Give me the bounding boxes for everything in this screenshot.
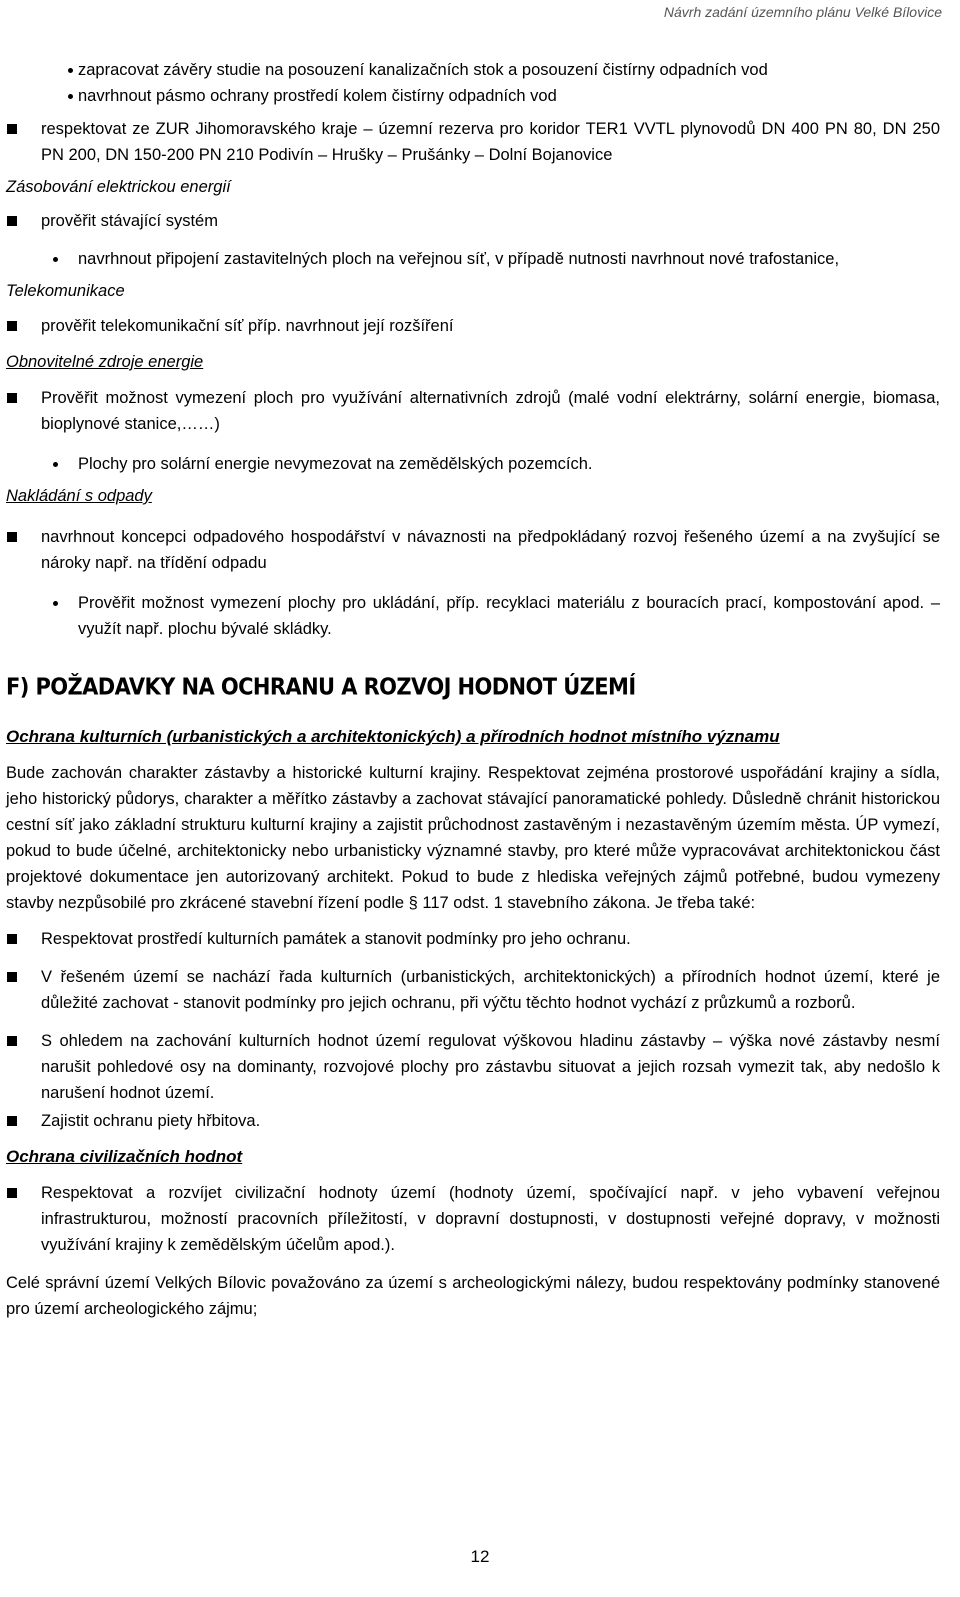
list-item: S ohledem na zachování kulturních hodnot území regulovat výškovou hladinu zástavby – výška nové zástavby nesmí narušit pohledové osy na dominanty, rozvojové plochy pro zástavbu situovat a jejich rozsah vymezit tak, aby nedošlo k narušení hodnot území. — [6, 1028, 940, 1106]
list-item: Zajistit ochranu piety hřbitova. — [6, 1108, 940, 1134]
list-item: Respektovat a rozvíjet civilizační hodnoty území (hodnoty území, spočívající např. v jeho vybavení veřejnou infrastrukturou, možností pracovních příležitostí, v dopravní dostupnosti, v dostupnosti veřejné dopravy, v možnosti využívání krajiny k zemědělským účelům apod.). — [6, 1180, 940, 1258]
subsection-title: Nakládání s odpady — [6, 487, 152, 505]
list-item: zapracovat závěry studie na posouzení kanalizačních stok a posouzení čistírny odpadních vod — [6, 57, 940, 83]
list-item: navrhnout koncepci odpadového hospodářství v návaznosti na předpokládaný rozvoj řešeného území a na zvyšující se nároky např. na třídění odpadu — [6, 524, 940, 576]
running-header: Návrh zadání územního plánu Velké Bílovice — [663, 4, 942, 20]
subsection-title: Zásobování elektrickou energií — [6, 178, 231, 196]
list-item: navrhnout připojení zastavitelných ploch na veřejnou síť, v případě nutnosti navrhnout nové trafostanice, — [6, 246, 940, 272]
list-item: Prověřit možnost vymezení plochy pro ukládání, příp. recyklaci materiálu z bouracích prací, kompostování apod. – využít např. plochu bývalé skládky. — [6, 590, 940, 642]
cultural-values-paragraph: Bude zachován charakter zástavby a historické kulturní krajiny. Respektovat zejména prostorové uspořádání krajiny a sídla, jeho historický půdorys, charakter a měřítko zástavby a zachovat stávající panoramatické pohledy. Důsledně chránit historickou cestní síť jako základní strukturu kulturní krajiny a zajistit průchodnost zastavěným i nezastavěným územím města. ÚP vymezí, pokud to bude účelné, architektonicky nebo urbanisticky významné stavby, pro které může vypracovávat architektonickou část projektové dokumentace jen autorizovaný architekt. Pokud to bude z hlediska veřejných zájmů potřebné, budou vymezeny stavby nezpůsobilé pro zkrácené stavební řízení podle § 117 odst. 1 stavebního zákona. Je třeba také: — [6, 764, 940, 912]
page-content — [6, 57, 940, 1322]
list-item: Plochy pro solární energie nevymezovat na zemědělských pozemcích. — [6, 451, 940, 477]
list-item: Respektovat prostředí kulturních památek a stanovit podmínky pro jeho ochranu. — [6, 926, 940, 952]
list-item: V řešeném území se nachází řada kulturních (urbanistických, architektonických) a přírodních hodnot území, které je důležité zachovat - stanovit podmínky pro jejich ochranu, při výčtu těchto hodnot vychází z průzkumů a rozborů. — [6, 964, 940, 1016]
list-item: respektovat ze ZUR Jihomoravského kraje – územní rezerva pro koridor TER1 VVTL plynovodů DN 400 PN 80, DN 250 PN 200, DN 150-200 PN 210 Podivín – Hrušky – Prušánky – Dolní Bojanovice — [6, 116, 940, 168]
subsection-title: Telekomunikace — [6, 282, 125, 300]
list-item: prověřit telekomunikační síť příp. navrhnout její rozšíření — [6, 313, 940, 339]
list-item: navrhnout pásmo ochrany prostředí kolem čistírny odpadních vod — [6, 83, 940, 109]
list-item: prověřit stávající systém — [6, 208, 940, 234]
civil-values-title: Ochrana civilizačních hodnot — [6, 1147, 243, 1166]
cultural-values-title: Ochrana kulturních (urbanistických a architektonických) a přírodních hodnot místního významu — [6, 727, 780, 746]
page-number: 12 — [470, 1547, 490, 1566]
list-item: Prověřit možnost vymezení ploch pro využívání alternativních zdrojů (malé vodní elektrárny, solární energie, biomasa, bioplynové stanice,……) — [6, 385, 940, 437]
subsection-title: Obnovitelné zdroje energie — [6, 353, 204, 371]
closing-paragraph: Celé správní území Velkých Bílovic považováno za území s archeologickými nálezy, budou respektovány podmínky stanovené pro území archeologického zájmu; — [6, 1274, 940, 1318]
section-heading: F) POŽADAVKY NA OCHRANU A ROZVOJ HODNOT ÚZEMÍ — [6, 673, 636, 700]
